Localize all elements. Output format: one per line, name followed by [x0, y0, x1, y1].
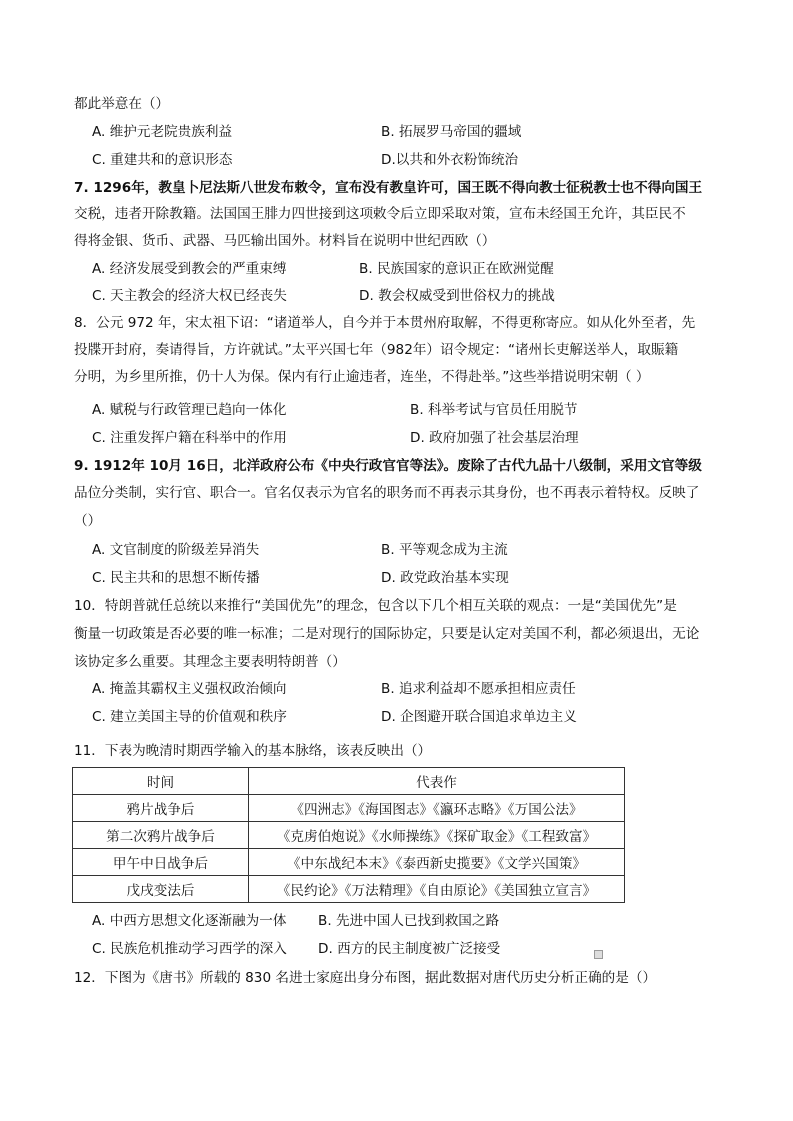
q10-option-a: A. 掩盖其霸权主义强权政治倾向: [92, 681, 287, 697]
q10-stem-line-2: 衡量一切政策是否必要的唯一标准；二是对现行的国际协定，只要是认定对美国不利，都必须退出，无论: [74, 626, 700, 642]
table-cell-period: 第二次鸦片战争后: [73, 822, 249, 849]
q9-stem-line-2: 品位分类制，实行官、职合一。官名仅表示为官名的职务而不再表示其身份，也不再表示着特权。反映了: [74, 485, 700, 501]
q8-stem-line-2: 投牒开封府，奏请得旨，方许就试。”太平兴国七年（982年）诏令规定：“诸州长吏解送举人，取賑籍: [74, 342, 679, 358]
q8-option-a: A. 赋税与行政管理已趋向一体化: [92, 402, 287, 418]
q10-stem-line-3: 该协定多么重要。其理念主要表明特朗普（）: [74, 654, 346, 670]
q6-option-d: D.以共和外衣粉饰统治: [381, 152, 519, 168]
q11-option-c: C. 民族危机推动学习西学的深入: [92, 941, 287, 957]
q10-stem-line-1: 10．特朗普就任总统以来推行“美国优先”的理念，包含以下几个相互关联的观点：一是“美国优先”是: [74, 598, 677, 614]
q6-stem-tail: 都此举意在（）: [74, 96, 170, 112]
q8-option-c: C. 注重发挥户籍在科举中的作用: [92, 430, 287, 446]
q11-stem: 11．下表为晚清时期西学输入的基本脉络，该表反映出（）: [74, 743, 432, 759]
q9-option-c: C. 民主共和的思想不断传播: [92, 570, 260, 586]
q9-option-b: B. 平等观念成为主流: [381, 542, 508, 558]
q8-option-d: D. 政府加强了社会基层治理: [410, 430, 579, 446]
table-cell-period: 戊戌变法后: [73, 876, 249, 903]
table-cell-works: 《中东战纪本末》《泰西新史揽要》《文学兴国策》: [249, 849, 625, 876]
table-row: [73, 795, 625, 822]
q11-option-d: D. 西方的民主制度被广泛接受: [318, 941, 501, 957]
table-cell-period: 甲午中日战争后: [73, 849, 249, 876]
q10-option-d: D. 企图避开联合国追求单边主义: [381, 709, 577, 725]
q9-option-a: A. 文官制度的阶级差异消失: [92, 542, 260, 558]
q7-stem-line-1: 7. 1296年，教皇卜尼法斯八世发布敕令，宣布没有教皇许可，国王既不得向教士征税教士也不得向国王: [74, 180, 703, 196]
image-placeholder-icon: [594, 950, 603, 959]
q10-option-c: C. 建立美国主导的价值观和秩序: [92, 709, 287, 725]
q8-option-b: B. 科举考试与官员任用脱节: [410, 402, 578, 418]
q10-option-b: B. 追求利益却不愿承担相应责任: [381, 681, 576, 697]
q11-option-a: A. 中西方思想文化逐渐融为一体: [92, 913, 287, 929]
q9-stem-line-3: （）: [74, 513, 102, 529]
q7-stem-line-2: 交税，违者开除教籍。法国国王腓力四世接到这项敕令后立即采取对策，宣布未经国王允许，其臣民不: [74, 206, 686, 222]
q8-stem-line-1: 8．公元 972 年，宋太祖下诏：“诸道举人，自今并于本贯州府取解，不得更称寄应。如从化外至者，先: [74, 315, 696, 331]
q12-stem: 12．下图为《唐书》所载的 830 名进士家庭出身分布图，据此数据对唐代历史分析正确的是（）: [74, 970, 657, 986]
q11-option-b: B. 先进中国人已找到救国之路: [318, 913, 500, 929]
q8-stem-line-3: 分明，为乡里所推，仍十人为保。保内有行止逾违者，连坐，不得赴举。”这些举措说明宋朝（ ）: [74, 369, 650, 385]
q6-option-a: A. 维护元老院贵族利益: [92, 124, 233, 140]
q6-option-b: B. 拓展罗马帝国的疆域: [381, 124, 522, 140]
table-header-cell: 时间: [73, 768, 249, 795]
q7-option-c: C. 天主教会的经济大权已经丧失: [92, 288, 287, 304]
table-header-cell: 代表作: [249, 768, 625, 795]
table-row: [73, 876, 625, 903]
table-cell-works: 《民约论》《万法精理》《自由原论》《美国独立宣言》: [249, 876, 625, 903]
q9-stem-line-1: 9. 1912年 10月 16日，北洋政府公布《中央行政官官等法》。废除了古代九品十八级制，采用文官等级: [74, 458, 702, 474]
table-cell-works: 《克虏伯炮说》《水师操练》《探矿取金》《工程致富》: [249, 822, 625, 849]
table-row: [73, 822, 625, 849]
table-cell-works: 《四洲志》《海国图志》《瀛环志略》《万国公法》: [249, 795, 625, 822]
q9-option-d: D. 政党政治基本实现: [381, 570, 509, 586]
q7-option-b: B. 民族国家的意识正在欧洲觉醒: [359, 261, 554, 277]
table-cell-period: 鸦片战争后: [73, 795, 249, 822]
western-learning-table: [72, 767, 625, 903]
q7-option-a: A. 经济发展受到教会的严重束缚: [92, 261, 287, 277]
q7-stem-line-3: 得将金银、货币、武器、马匹输出国外。材料旨在说明中世纪西欧（）: [74, 233, 496, 249]
table-header-row: [73, 768, 625, 795]
q7-option-d: D. 教会权威受到世俗权力的挑战: [359, 288, 555, 304]
table-row: [73, 849, 625, 876]
q6-option-c: C. 重建共和的意识形态: [92, 152, 233, 168]
